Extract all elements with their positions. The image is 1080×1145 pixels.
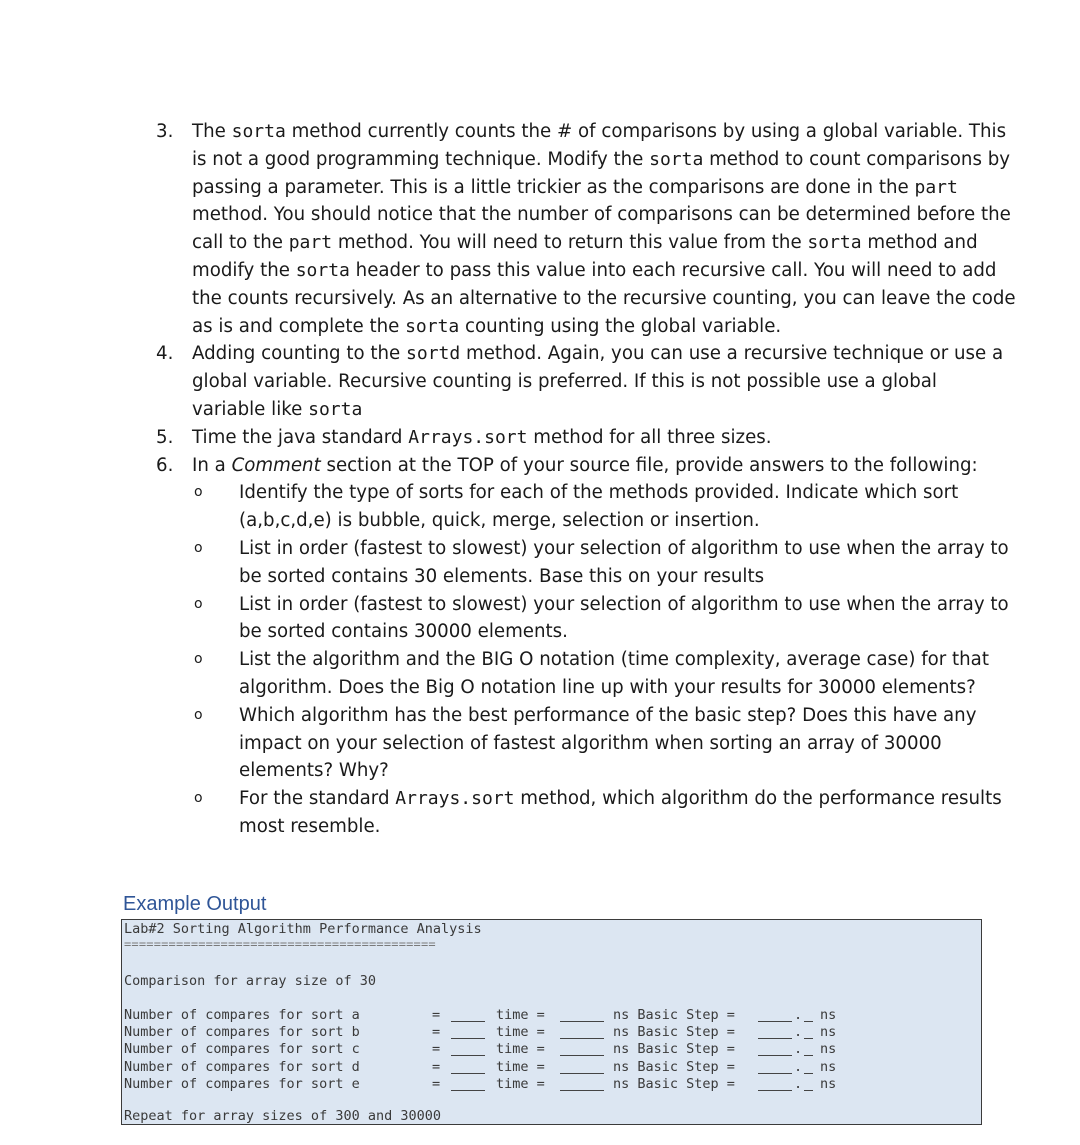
- sub-list-item: [192, 479, 1016, 535]
- output-row: [124, 1076, 974, 1093]
- sub-list-text: [239, 538, 1009, 587]
- list-item: [156, 340, 1016, 423]
- list-item-text: [192, 121, 1016, 337]
- decimal-point: .: [794, 1075, 803, 1092]
- text-run: method to count comparisons by passing a parameter. This is a little trickier as the comparisons are done in the: [192, 148, 1011, 198]
- equals-sign: =: [432, 1075, 441, 1092]
- sub-list-text: [239, 788, 1002, 837]
- text-run: For the standard: [239, 788, 396, 810]
- unit-label: ns: [820, 1007, 837, 1023]
- basic-step-label: ns Basic Step =: [613, 1075, 735, 1092]
- time-blank: [560, 1076, 604, 1091]
- time-blank: [560, 1024, 604, 1039]
- decimal-point: .: [794, 1058, 803, 1075]
- text-run: method for all three sizes.: [527, 426, 772, 448]
- code-term: sortd: [406, 343, 461, 365]
- compare-label: Number of compares for sort d: [124, 1058, 360, 1075]
- text-run: The: [192, 121, 232, 142]
- basic-frac-blank: [804, 1007, 813, 1022]
- code-term: sorta: [405, 315, 460, 337]
- compare-label: Number of compares for sort a: [124, 1007, 360, 1023]
- sub-list-item: [192, 646, 1016, 702]
- sub-list-item: [192, 785, 1016, 841]
- output-row: [124, 1041, 974, 1058]
- sub-list-text: [239, 594, 1009, 643]
- unit-label: ns: [820, 1024, 837, 1041]
- text-run: Adding counting to the: [192, 343, 407, 365]
- text-run: List in order (fastest to slowest) your selection of algorithm to use when the array to be sorted contains 30000 elements.: [239, 593, 1009, 643]
- sub-list-item: [192, 535, 1016, 591]
- basic-step-label: ns Basic Step =: [613, 1024, 735, 1041]
- circle-bullet-icon: o: [194, 484, 203, 501]
- text-run: method and modify the: [192, 232, 978, 281]
- equals-sign: =: [432, 1058, 441, 1075]
- compare-label: Number of compares for sort c: [124, 1041, 360, 1058]
- text-run: section at the TOP of your source file, provide answers to the following:: [320, 454, 978, 476]
- circle-bullet-icon: o: [194, 539, 203, 556]
- time-label: time =: [496, 1075, 545, 1092]
- code-term: part: [914, 176, 958, 198]
- compares-blank: [451, 1041, 485, 1056]
- basic-frac-blank: [804, 1059, 813, 1074]
- list-number: 5.: [156, 426, 174, 448]
- text-run: method currently counts the # of comparisons by using a global variable. This is not a good programming technique. Modify the: [192, 121, 1007, 170]
- text-run: In a: [192, 454, 232, 476]
- text-run: method. You will need to return this value from the: [332, 232, 808, 254]
- list-number: 4.: [156, 343, 174, 365]
- code-term: sorta: [649, 148, 704, 170]
- output-comparison-line: Comparison for array size of 30: [124, 973, 376, 989]
- basic-int-blank: [758, 1024, 792, 1039]
- text-run: Identify the type of sorts for each of the methods provided. Indicate which sort (a,b,c,d,e) is bubble, quick, merge, selection or insertion.: [239, 482, 959, 532]
- compares-blank: [451, 1059, 485, 1074]
- output-header: Lab#2 Sorting Algorithm Performance Analysis: [124, 921, 482, 937]
- list-item-text: [192, 455, 978, 476]
- sub-list-item: [192, 591, 1016, 647]
- code-term: sorta: [295, 259, 350, 281]
- compare-label: Number of compares for sort b: [124, 1024, 360, 1041]
- time-blank: [560, 1007, 604, 1022]
- equals-sign: =: [432, 1007, 441, 1023]
- basic-int-blank: [758, 1076, 792, 1091]
- text-run: method, which algorithm do the performance results most resemble.: [239, 788, 1002, 837]
- sub-list-item: [192, 702, 1016, 785]
- text-run: Which algorithm has the best performance of the basic step? Does this have any impact on your selection of fastest algorithm when sorting an array of 30000 elements? Why?: [239, 704, 977, 782]
- decimal-point: .: [794, 1041, 803, 1058]
- basic-frac-blank: [804, 1076, 813, 1091]
- list-number: 3.: [156, 121, 174, 142]
- output-rule: ==========================================: [124, 937, 436, 951]
- output-row: [124, 1007, 974, 1024]
- circle-bullet-icon: o: [194, 651, 203, 668]
- example-output-heading: Example Output: [123, 893, 267, 915]
- text-run: Time the java standard: [192, 426, 409, 448]
- basic-frac-blank: [804, 1041, 813, 1056]
- code-term: Arrays.sort: [395, 788, 515, 810]
- compares-blank: [451, 1024, 485, 1039]
- list-item-text: [192, 343, 1003, 420]
- output-row: [124, 1024, 974, 1041]
- time-blank: [560, 1059, 604, 1074]
- text-run: method. Again, you can use a recursive technique or use a global variable. Recursive counting is preferred. If this is not possible use a global variable like: [192, 343, 1004, 420]
- code-term: sorta: [807, 232, 862, 254]
- circle-bullet-icon: o: [194, 595, 203, 612]
- compares-blank: [451, 1007, 485, 1022]
- list-item: [156, 118, 1016, 340]
- decimal-point: .: [794, 1024, 803, 1041]
- list-item: [156, 452, 1016, 841]
- compares-blank: [451, 1076, 485, 1091]
- equals-sign: =: [432, 1024, 441, 1041]
- emphasis-text: Comment: [231, 454, 321, 476]
- basic-int-blank: [758, 1007, 792, 1022]
- equals-sign: =: [432, 1041, 441, 1058]
- circle-bullet-icon: o: [194, 706, 203, 723]
- time-label: time =: [496, 1024, 545, 1041]
- output-repeat-line: Repeat for array sizes of 300 and 30000: [124, 1108, 441, 1124]
- output-row: [124, 1059, 974, 1076]
- basic-step-label: ns Basic Step =: [613, 1058, 735, 1075]
- time-label: time =: [496, 1007, 545, 1023]
- sub-list-text: [239, 649, 989, 698]
- basic-step-label: ns Basic Step =: [613, 1007, 735, 1023]
- code-term: sorta: [231, 121, 286, 142]
- circle-bullet-icon: o: [194, 790, 203, 807]
- unit-label: ns: [820, 1041, 837, 1058]
- compare-label: Number of compares for sort e: [124, 1075, 360, 1092]
- text-run: List the algorithm and the BIG O notation (time complexity, average case) for that algorithm. Does the Big O notation line up with your results for 30000 elements?: [239, 649, 989, 698]
- list-item: [156, 424, 1016, 452]
- time-label: time =: [496, 1041, 545, 1058]
- list-number: 6.: [156, 454, 174, 476]
- code-term: Arrays.sort: [408, 426, 528, 448]
- sub-list-text: [239, 482, 958, 531]
- code-term: sorta: [308, 398, 363, 420]
- text-run: method. You should notice that the number of comparisons can be determined before the call to the: [192, 204, 1011, 254]
- example-output-box: [121, 919, 982, 1125]
- decimal-point: .: [794, 1007, 803, 1023]
- time-blank: [560, 1041, 604, 1056]
- code-term: part: [288, 232, 333, 254]
- unit-label: ns: [820, 1075, 837, 1092]
- text-run: header to pass this value into each recursive call. You will need to add the counts recursively. As an alternative to the recursive counting, you can leave the code as is and complete the: [192, 259, 1016, 337]
- time-label: time =: [496, 1058, 545, 1075]
- sub-list: [156, 479, 1016, 840]
- basic-frac-blank: [804, 1024, 813, 1039]
- basic-int-blank: [758, 1041, 792, 1056]
- unit-label: ns: [820, 1058, 837, 1075]
- basic-step-label: ns Basic Step =: [613, 1041, 735, 1058]
- text-run: List in order (fastest to slowest) your selection of algorithm to use when the array to be sorted contains 30 elements. Base this on your results: [239, 537, 1009, 587]
- sub-list-text: [239, 705, 976, 782]
- text-run: counting using the global variable.: [459, 315, 782, 337]
- instructions-list: [156, 118, 1016, 841]
- list-item-text: [192, 427, 772, 448]
- basic-int-blank: [758, 1059, 792, 1074]
